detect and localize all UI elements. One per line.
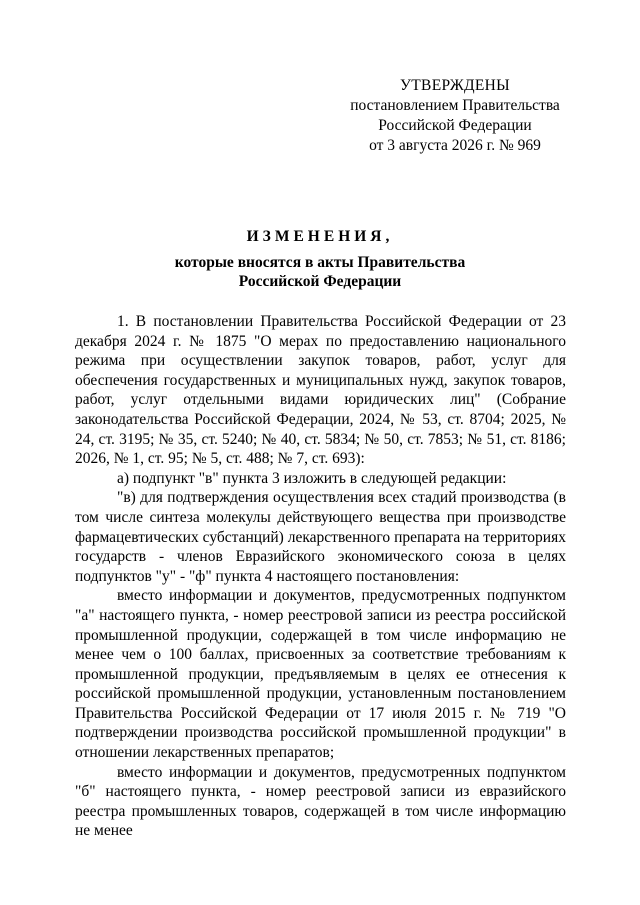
paragraph-instead-b: вместо информации и документов, предусмотренных подпунктом "б" настоящего пункта, - номер реестровой записи из евразийского реестра промышленных товаров, содержащей в том числе информацию не менее bbox=[75, 763, 566, 840]
approval-line-2: Российской Федерации bbox=[378, 117, 532, 134]
document-subtitle-line-1: которые вносятся в акты Правительства bbox=[174, 254, 466, 271]
approval-block bbox=[330, 76, 580, 156]
paragraph-instead-a: вместо информации и документов, предусмотренных подпунктом "а" настоящего пункта, - номер реестровой записи из реестра российской промышленной продукции, содержащей в том числе информацию не менее чем о 100 баллах, присвоенных за соответствие требованиям к промышленной продукции, предъявляемым в целях ее отнесения к российской промышленной продукции, установленным постановлением Правительства Российской Федерации от 17 июля 2015 г. № 719 "О подтверждении производства российской промышленной продукции" в отношении лекарственных препаратов; bbox=[75, 587, 566, 762]
document-subtitle-line-2: Российской Федерации bbox=[238, 273, 402, 290]
paragraph-subitem-a: а) подпункт "в" пункта 3 изложить в следующей редакции: bbox=[117, 469, 507, 487]
document-body bbox=[75, 312, 566, 841]
document-heading bbox=[70, 227, 570, 291]
approval-line-1: постановлением Правительства bbox=[350, 97, 560, 114]
approval-line-3: от 3 августа 2026 г. № 969 bbox=[369, 137, 541, 154]
paragraph-quoted-v: "в) для подтверждения осуществления всех стадий производства (в том числе синтеза молекулы действующего вещества при производстве фармацевтических субстанций) лекарственного препарата на территориях государств - членов Евразийского экономического союза в целях подпунктов "у" - "ф" пункта 4 настоящего постановления: bbox=[75, 489, 566, 585]
paragraph-item-1: 1. В постановлении Правительства Российской Федерации от 23 декабря 2024 г. № 1875 "О мерах по предоставлению национального режима при осуществлении закупок товаров, работ, услуг для обеспечения государственных и муниципальных нужд, закупок товаров, работ, услуг отдельными видами юридических лиц" (Собрание законодательства Российской Федерации, 2024, № 53, ст. 8704; 2025, № 24, ст. 3195; № 35, ст. 5240; № 40, ст. 5834; № 50, ст. 7853; № 51, ст. 8186; 2026, № 1, ст. 95; № 5, ст. 488; № 7, ст. 693): bbox=[75, 313, 566, 468]
document-title: ИЗМЕНЕНИЯ, bbox=[246, 228, 394, 245]
approval-title: УТВЕРЖДЕНЫ bbox=[400, 77, 510, 94]
